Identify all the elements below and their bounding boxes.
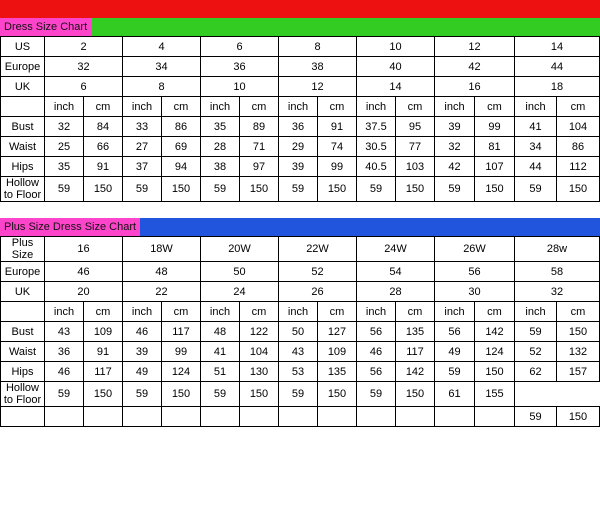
cell-uk-0: 6 [45, 77, 123, 97]
hollow-label-line1: Hollow [5, 177, 39, 189]
bust-cell-9: 95 [396, 117, 435, 137]
unit-cell-5: cm [240, 97, 279, 117]
unit-cell-4: inch [201, 97, 240, 117]
waist-plus-cell-10: 49 [435, 342, 475, 362]
unit-plus-cell-1: cm [84, 302, 123, 322]
unit-plus-cell-0: inch [45, 302, 84, 322]
waist-cell-8: 30.5 [357, 137, 396, 157]
cell-uk-4: 14 [357, 77, 435, 97]
cell-europe-plus-1: 48 [123, 262, 201, 282]
hollow-cell-11: 150 [475, 177, 515, 202]
unit-plus-cell-10: inch [435, 302, 475, 322]
hips-plus-cell-5: 130 [240, 362, 279, 382]
bust-cell-11: 99 [475, 117, 515, 137]
cell-uk-plus-3: 26 [279, 282, 357, 302]
cell-europe-plus-4: 54 [357, 262, 435, 282]
cell-europe-plus-6: 58 [515, 262, 600, 282]
units-plus-row-blank [1, 302, 45, 322]
cell-uk-3: 12 [279, 77, 357, 97]
table-row-europe-plus [1, 262, 600, 282]
waist-cell-4: 28 [201, 137, 240, 157]
cell-plus-5: 26W [435, 237, 515, 262]
waist-plus-cell-5: 104 [240, 342, 279, 362]
bust-plus-cell-12: 59 [515, 322, 557, 342]
plus-label-line1: Plus [11, 237, 34, 249]
hollow-plus-label-line1: Hollow [5, 382, 39, 394]
bust-cell-0: 32 [45, 117, 84, 137]
hips-plus-cell-10: 59 [435, 362, 475, 382]
hollow-cell-12: 59 [515, 177, 557, 202]
waist-plus-cell-12: 52 [515, 342, 557, 362]
hollow-cell-8: 59 [357, 177, 396, 202]
cell-uk-plus-6: 32 [515, 282, 600, 302]
bust-plus-cell-13: 150 [557, 322, 600, 342]
hollow-cell-13: 150 [557, 177, 600, 202]
bust-cell-7: 91 [318, 117, 357, 137]
row-label-europe-plus: Europe [1, 262, 45, 282]
waist-cell-13: 86 [557, 137, 600, 157]
top-red-bar [0, 0, 600, 18]
unit-cell-12: inch [515, 97, 557, 117]
cell-plus-2: 20W [201, 237, 279, 262]
unit-plus-cell-2: inch [123, 302, 162, 322]
unit-plus-cell-12: inch [515, 302, 557, 322]
waist-cell-1: 66 [84, 137, 123, 157]
cell-uk-6: 18 [515, 77, 600, 97]
hollow-cell-1: 150 [84, 177, 123, 202]
unit-cell-2: inch [123, 97, 162, 117]
cell-europe-0: 32 [45, 57, 123, 77]
tail-blank-4 [201, 407, 240, 427]
unit-cell-3: cm [162, 97, 201, 117]
hollow-plus-cell-9: 150 [396, 382, 435, 407]
bust-plus-cell-7: 127 [318, 322, 357, 342]
hollow-plus-cell-10: 61 [435, 382, 475, 407]
hips-cell-11: 107 [475, 157, 515, 177]
hollow-plus-cell-13 [557, 382, 600, 407]
bust-cell-13: 104 [557, 117, 600, 137]
cell-uk-1: 8 [123, 77, 201, 97]
hips-plus-cell-8: 56 [357, 362, 396, 382]
cell-us-5: 12 [435, 37, 515, 57]
table-row-bust-plus [1, 322, 600, 342]
unit-plus-cell-9: cm [396, 302, 435, 322]
hips-cell-8: 40.5 [357, 157, 396, 177]
cell-plus-4: 24W [357, 237, 435, 262]
unit-plus-cell-11: cm [475, 302, 515, 322]
tail-blank-0 [45, 407, 84, 427]
hips-plus-cell-11: 150 [475, 362, 515, 382]
chart2-title-bar [0, 218, 600, 236]
hips-cell-12: 44 [515, 157, 557, 177]
chart-gap [0, 202, 600, 218]
hips-cell-0: 35 [45, 157, 84, 177]
hollow-plus-cell-11: 155 [475, 382, 515, 407]
table-row-units-plus [1, 302, 600, 322]
hips-cell-6: 39 [279, 157, 318, 177]
waist-cell-12: 34 [515, 137, 557, 157]
cell-uk-plus-0: 20 [45, 282, 123, 302]
hips-plus-cell-2: 49 [123, 362, 162, 382]
hollow-plus-label-line2: to Floor [3, 394, 42, 406]
row-label-bust-plus: Bust [1, 322, 45, 342]
chart2-title: Plus Size Dress Size Chart [0, 218, 140, 236]
units-row-blank [1, 97, 45, 117]
cell-europe-plus-3: 52 [279, 262, 357, 282]
table-row-us [1, 37, 600, 57]
unit-cell-7: cm [318, 97, 357, 117]
hips-cell-1: 91 [84, 157, 123, 177]
table-row-units [1, 97, 600, 117]
row-label-waist: Waist [1, 137, 45, 157]
waist-plus-cell-11: 124 [475, 342, 515, 362]
hollow-plus-cell-12 [515, 382, 557, 407]
cell-us-1: 4 [123, 37, 201, 57]
bust-cell-12: 41 [515, 117, 557, 137]
hips-cell-4: 38 [201, 157, 240, 177]
unit-plus-cell-7: cm [318, 302, 357, 322]
hollow-plus-cell-7: 150 [318, 382, 357, 407]
cell-us-3: 8 [279, 37, 357, 57]
hollow-plus-cell-2: 59 [123, 382, 162, 407]
bust-plus-cell-10: 56 [435, 322, 475, 342]
unit-plus-cell-8: inch [357, 302, 396, 322]
row-label-bust: Bust [1, 117, 45, 137]
cell-europe-plus-2: 50 [201, 262, 279, 282]
tail-blank-10 [435, 407, 475, 427]
waist-cell-6: 29 [279, 137, 318, 157]
hollow-cell-7: 150 [318, 177, 357, 202]
hollow-cell-6: 59 [279, 177, 318, 202]
waist-cell-2: 27 [123, 137, 162, 157]
unit-plus-cell-6: inch [279, 302, 318, 322]
cell-us-2: 6 [201, 37, 279, 57]
hips-cell-5: 97 [240, 157, 279, 177]
waist-cell-3: 69 [162, 137, 201, 157]
bust-plus-cell-6: 50 [279, 322, 318, 342]
unit-cell-1: cm [84, 97, 123, 117]
hips-plus-cell-1: 117 [84, 362, 123, 382]
tail-cell-cm: 150 [557, 407, 600, 427]
waist-plus-cell-4: 41 [201, 342, 240, 362]
cell-uk-plus-2: 24 [201, 282, 279, 302]
cell-uk-plus-1: 22 [123, 282, 201, 302]
hips-plus-cell-13: 157 [557, 362, 600, 382]
cell-europe-6: 44 [515, 57, 600, 77]
unit-plus-cell-13: cm [557, 302, 600, 322]
waist-plus-cell-7: 109 [318, 342, 357, 362]
hips-cell-3: 94 [162, 157, 201, 177]
chart1-title-bar [0, 18, 600, 36]
hips-cell-2: 37 [123, 157, 162, 177]
hollow-plus-cell-6: 59 [279, 382, 318, 407]
cell-plus-0: 16 [45, 237, 123, 262]
hips-plus-cell-7: 135 [318, 362, 357, 382]
cell-us-0: 2 [45, 37, 123, 57]
unit-plus-cell-4: inch [201, 302, 240, 322]
hips-cell-10: 42 [435, 157, 475, 177]
bust-cell-4: 35 [201, 117, 240, 137]
waist-plus-cell-6: 43 [279, 342, 318, 362]
hips-plus-cell-6: 53 [279, 362, 318, 382]
chart1-title: Dress Size Chart [0, 18, 91, 36]
hollow-plus-cell-3: 150 [162, 382, 201, 407]
row-label-hollow-plus [1, 382, 45, 407]
row-label-hips-plus: Hips [1, 362, 45, 382]
bust-cell-6: 36 [279, 117, 318, 137]
table-row-uk [1, 77, 600, 97]
bust-plus-cell-2: 46 [123, 322, 162, 342]
hollow-plus-cell-4: 59 [201, 382, 240, 407]
table-row-hips-plus [1, 362, 600, 382]
plus-size-dress-chart-table [0, 236, 600, 427]
bust-cell-8: 37.5 [357, 117, 396, 137]
tail-blank-7 [318, 407, 357, 427]
row-label-europe: Europe [1, 57, 45, 77]
tail-blank-6 [279, 407, 318, 427]
cell-uk-plus-5: 30 [435, 282, 515, 302]
hollow-cell-5: 150 [240, 177, 279, 202]
row-label-plus-size [1, 237, 45, 262]
cell-plus-6: 28w [515, 237, 600, 262]
hips-cell-13: 112 [557, 157, 600, 177]
waist-plus-cell-1: 91 [84, 342, 123, 362]
hollow-plus-cell-1: 150 [84, 382, 123, 407]
tail-blank-1 [84, 407, 123, 427]
table-row-tail [1, 407, 600, 427]
tail-blank-8 [357, 407, 396, 427]
waist-plus-cell-0: 36 [45, 342, 84, 362]
unit-cell-13: cm [557, 97, 600, 117]
cell-europe-3: 38 [279, 57, 357, 77]
hollow-cell-9: 150 [396, 177, 435, 202]
cell-uk-2: 10 [201, 77, 279, 97]
unit-cell-0: inch [45, 97, 84, 117]
hollow-cell-3: 150 [162, 177, 201, 202]
tail-blank-label [1, 407, 45, 427]
bust-plus-cell-5: 122 [240, 322, 279, 342]
waist-plus-cell-2: 39 [123, 342, 162, 362]
unit-cell-11: cm [475, 97, 515, 117]
tail-cell-inch: 59 [515, 407, 557, 427]
hips-plus-cell-3: 124 [162, 362, 201, 382]
hollow-plus-cell-8: 59 [357, 382, 396, 407]
waist-plus-cell-13: 132 [557, 342, 600, 362]
cell-europe-5: 42 [435, 57, 515, 77]
waist-cell-0: 25 [45, 137, 84, 157]
unit-cell-6: inch [279, 97, 318, 117]
table-row-europe [1, 57, 600, 77]
tail-blank-5 [240, 407, 279, 427]
waist-plus-cell-9: 117 [396, 342, 435, 362]
cell-europe-4: 40 [357, 57, 435, 77]
hollow-cell-2: 59 [123, 177, 162, 202]
bust-plus-cell-11: 142 [475, 322, 515, 342]
hollow-cell-0: 59 [45, 177, 84, 202]
bust-plus-cell-8: 56 [357, 322, 396, 342]
hips-plus-cell-0: 46 [45, 362, 84, 382]
waist-cell-5: 71 [240, 137, 279, 157]
unit-cell-10: inch [435, 97, 475, 117]
hips-cell-7: 99 [318, 157, 357, 177]
cell-europe-1: 34 [123, 57, 201, 77]
table-row-bust [1, 117, 600, 137]
bust-cell-10: 39 [435, 117, 475, 137]
unit-cell-9: cm [396, 97, 435, 117]
unit-plus-cell-3: cm [162, 302, 201, 322]
waist-cell-11: 81 [475, 137, 515, 157]
cell-europe-plus-5: 56 [435, 262, 515, 282]
unit-plus-cell-5: cm [240, 302, 279, 322]
hips-cell-9: 103 [396, 157, 435, 177]
row-label-hips: Hips [1, 157, 45, 177]
tail-blank-11 [475, 407, 515, 427]
dress-size-chart-table [0, 36, 600, 202]
cell-uk-plus-4: 28 [357, 282, 435, 302]
hollow-plus-cell-0: 59 [45, 382, 84, 407]
cell-us-4: 10 [357, 37, 435, 57]
hollow-label-line2: to Floor [3, 189, 42, 201]
row-label-hollow-to-floor [1, 177, 45, 202]
cell-uk-5: 16 [435, 77, 515, 97]
row-label-uk: UK [1, 77, 45, 97]
waist-plus-cell-8: 46 [357, 342, 396, 362]
bust-cell-2: 33 [123, 117, 162, 137]
bust-cell-1: 84 [84, 117, 123, 137]
tail-blank-9 [396, 407, 435, 427]
waist-cell-10: 32 [435, 137, 475, 157]
bust-plus-cell-0: 43 [45, 322, 84, 342]
bust-cell-5: 89 [240, 117, 279, 137]
bust-plus-cell-1: 109 [84, 322, 123, 342]
cell-plus-1: 18W [123, 237, 201, 262]
cell-europe-plus-0: 46 [45, 262, 123, 282]
hips-plus-cell-4: 51 [201, 362, 240, 382]
hips-plus-cell-12: 62 [515, 362, 557, 382]
waist-cell-9: 77 [396, 137, 435, 157]
hollow-cell-10: 59 [435, 177, 475, 202]
unit-cell-8: inch [357, 97, 396, 117]
table-row-uk-plus [1, 282, 600, 302]
table-row-waist-plus [1, 342, 600, 362]
table-row-waist [1, 137, 600, 157]
hollow-cell-4: 59 [201, 177, 240, 202]
cell-europe-2: 36 [201, 57, 279, 77]
tail-blank-3 [162, 407, 201, 427]
waist-plus-cell-3: 99 [162, 342, 201, 362]
row-label-us: US [1, 37, 45, 57]
row-label-waist-plus: Waist [1, 342, 45, 362]
cell-plus-3: 22W [279, 237, 357, 262]
tail-blank-2 [123, 407, 162, 427]
bust-plus-cell-4: 48 [201, 322, 240, 342]
cell-us-6: 14 [515, 37, 600, 57]
bust-plus-cell-3: 117 [162, 322, 201, 342]
hips-plus-cell-9: 142 [396, 362, 435, 382]
plus-label-line2: Size [11, 249, 34, 261]
row-label-uk-plus: UK [1, 282, 45, 302]
bust-cell-3: 86 [162, 117, 201, 137]
table-row-hips [1, 157, 600, 177]
hollow-plus-cell-5: 150 [240, 382, 279, 407]
bust-plus-cell-9: 135 [396, 322, 435, 342]
waist-cell-7: 74 [318, 137, 357, 157]
